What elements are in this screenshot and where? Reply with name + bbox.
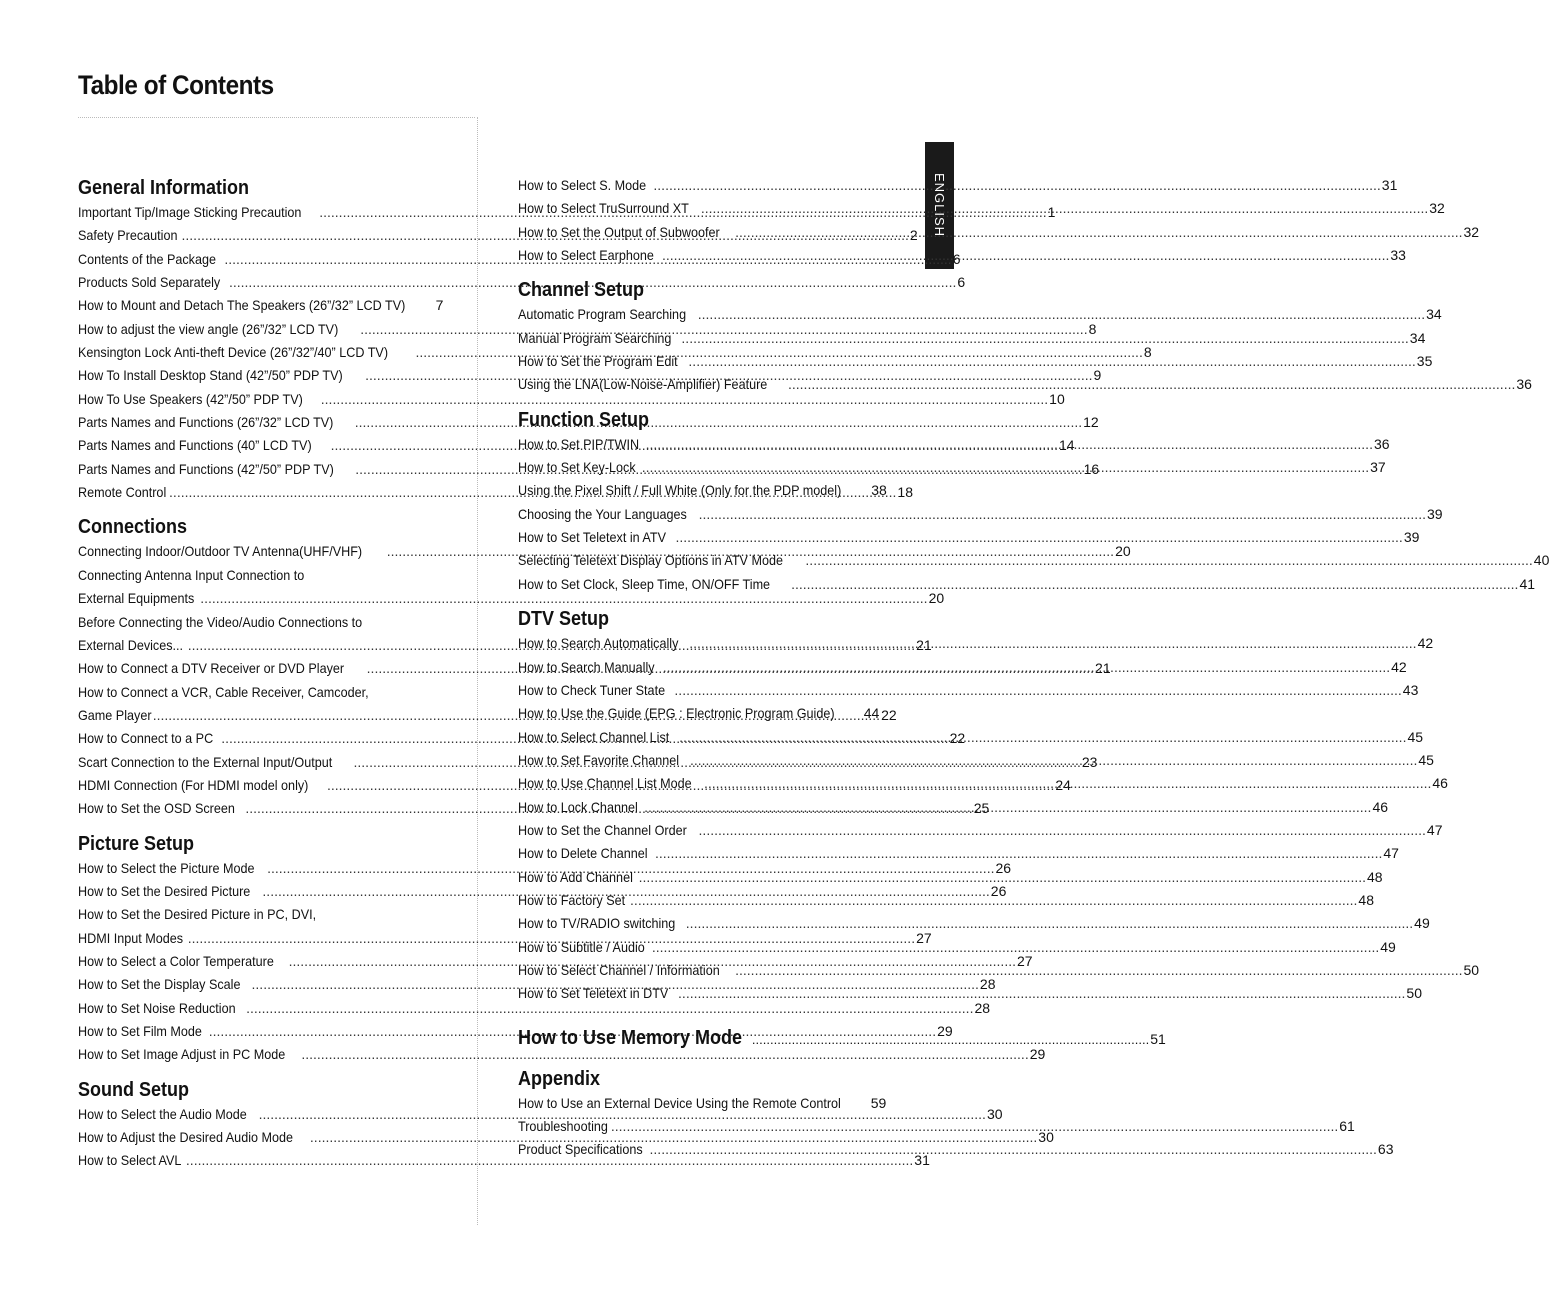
section-channel-setup: [518, 278, 1532, 396]
page-number: 18: [897, 484, 913, 501]
section-heading: Appendix: [518, 1067, 601, 1090]
toc-entry-title: How to Search Automatically: [518, 635, 679, 652]
page-number: 21: [1095, 660, 1111, 677]
toc-entry-title: Parts Names and Functions (42”/50” PDP TV): [78, 460, 334, 477]
page-number: 46: [1372, 798, 1389, 815]
toc-entry-title: Kensington Lock Anti-theft Device (26”/32”/40” LCD TV): [78, 344, 389, 361]
toc-entry-title: How to Use the Guide (EPG : Electronic Program Guide): [518, 705, 835, 722]
toc-entry-title: Before Connecting the Video/Audio Connections to: [78, 613, 363, 630]
leader-dots: [752, 1026, 1149, 1054]
page-number: 14: [1059, 437, 1075, 454]
toc-entry-title: How to Connect to a PC: [78, 730, 214, 747]
page-number: 48: [1358, 891, 1374, 908]
toc-entry-title: Important Tip/Image Sticking Precaution: [78, 204, 302, 220]
toc-entry: [518, 503, 1443, 526]
toc-entry-title: How to Subtitle / Audio: [518, 938, 645, 955]
leader-dots: [674, 679, 1401, 702]
page-number: 47: [1426, 821, 1443, 838]
page-number: 29: [1029, 1046, 1046, 1063]
leader-dots: [652, 936, 1379, 959]
page-number: 6: [952, 250, 961, 267]
toc-entry-title: Using the LNA(Low-Noise-Amplifier) Feature: [518, 376, 768, 393]
leader-dots: [655, 842, 1382, 865]
toc-entry-title: External Devices...: [78, 636, 184, 653]
leader-dots: [701, 197, 1428, 220]
page-number: 8: [1143, 344, 1152, 361]
toc-entry-title: Troubleshooting: [518, 1118, 608, 1134]
toc-entry: [78, 388, 1065, 411]
toc-entry: [78, 1043, 1046, 1066]
page-number: 61: [1339, 1118, 1355, 1134]
toc-entry: [518, 702, 880, 725]
page-number: 36: [1373, 435, 1390, 452]
page-number: 1: [1047, 204, 1056, 220]
toc-entry-title: Safety Precaution: [78, 227, 178, 244]
toc-entry-title: How to Delete Channel: [518, 845, 648, 862]
section-heading: Channel Setup: [518, 279, 645, 302]
toc-entry-title: How to Set the OSD Screen: [78, 800, 235, 817]
toc-entry: [518, 373, 1532, 396]
page-number: 36: [1516, 376, 1532, 393]
toc-entry-title: How to Set Film Mode: [78, 1023, 202, 1039]
page-number: 45: [1407, 728, 1424, 745]
leader-dots: [699, 819, 1426, 842]
toc-entry-title: External Equipments: [78, 590, 195, 607]
toc-entry-title: How to TV/RADIO switching: [518, 915, 676, 932]
toc-entry-title: How to Adjust the Desired Audio Mode: [78, 1129, 294, 1146]
page-number: 31: [914, 1152, 930, 1169]
leader-dots: [675, 526, 1402, 549]
page-number: 39: [1426, 505, 1443, 522]
toc-entry: [518, 912, 1430, 935]
page-number: 38: [871, 482, 887, 499]
toc-entry: [78, 997, 991, 1020]
toc-entry-title: Connecting Indoor/Outdoor TV Antenna(UHF/VHF): [78, 543, 363, 560]
leader-dots: [699, 503, 1426, 526]
toc-entry-title: Game Player: [78, 706, 152, 723]
toc-entry-title: How to Set the Output of Subwoofer: [518, 223, 720, 240]
page-number: 46: [1432, 775, 1448, 792]
page-number: 37: [1370, 459, 1386, 476]
toc-entry: [518, 197, 1445, 220]
language-tab-label: ENGLISH: [932, 173, 947, 238]
toc-entry: [518, 327, 1426, 350]
toc-entry-title: How to Set the Program Edit: [518, 353, 678, 370]
leader-dots: [639, 866, 1366, 889]
page-number: 59: [870, 1094, 887, 1111]
toc-entry-title: Choosing the Your Languages: [518, 505, 687, 522]
toc-entry: [518, 350, 1433, 373]
leader-dots: [650, 1138, 1377, 1161]
page-number: 8: [1088, 320, 1097, 337]
leader-dots: [805, 549, 1532, 572]
toc-entry: [518, 174, 1398, 197]
page-number: 51: [1150, 1030, 1166, 1047]
toc-entry-title: How to Lock Channel: [518, 798, 638, 815]
toc-entry-title: How to Select AVL: [78, 1152, 182, 1169]
section-heading: General Information: [78, 177, 250, 199]
page-number: 24: [1055, 776, 1071, 793]
leader-dots: [611, 1115, 1338, 1138]
toc-entry-title: How To Install Desktop Stand (42”/50” PDP TV): [78, 367, 343, 384]
toc-entry-title: Automatic Program Searching: [518, 306, 687, 323]
toc-entry-title: How To Use Speakers (42”/50” PDP TV): [78, 390, 303, 407]
toc-entry-title: How to Set Image Adjust in PC Mode: [78, 1046, 286, 1063]
leader-dots: [686, 912, 1413, 935]
toc-entries: [518, 303, 1532, 396]
page-number: 45: [1418, 751, 1434, 768]
page-number: 6: [957, 274, 966, 291]
toc-entry: [518, 842, 1399, 865]
page-number: 50: [1406, 985, 1422, 1002]
toc-entry-title: HDMI Input Modes: [78, 929, 184, 946]
toc-entry-title: How to Mount and Detach The Speakers (26”/32” LCD TV): [78, 297, 406, 314]
page-number: 12: [1083, 414, 1099, 431]
toc-entry: [518, 244, 1406, 267]
leader-dots: [704, 772, 1431, 795]
toc-entry-title: HDMI Connection (For HDMI model only): [78, 776, 309, 793]
toc-entry: [518, 819, 1443, 842]
toc-entry-title: How to Select TruSurround XT: [518, 200, 689, 217]
leader-dots: [663, 656, 1390, 679]
toc-entry: [78, 294, 444, 317]
leader-dots: [644, 796, 1371, 819]
page-number: 43: [1402, 681, 1419, 698]
leader-dots: [681, 327, 1408, 350]
leader-dots: [689, 632, 1416, 655]
leader-dots: [698, 303, 1425, 326]
page-number: 27: [916, 929, 932, 946]
toc-entry-title: How to Select a Color Temperature: [78, 952, 274, 969]
toc-entry-title: Parts Names and Functions (40” LCD TV): [78, 437, 312, 454]
toc-entry: [518, 479, 887, 502]
page-number: 30: [986, 1105, 1003, 1122]
page-number: 29: [937, 1023, 953, 1039]
page-number: 33: [1390, 247, 1406, 264]
page-number: 48: [1367, 868, 1383, 885]
page-title: Table of Contents: [78, 70, 274, 100]
toc-entry-title: Products Sold Separately: [78, 274, 221, 291]
toc-entry-title: How to Select Channel List: [518, 728, 670, 745]
toc-entry: [518, 1092, 887, 1115]
page-number: 30: [1038, 1129, 1054, 1146]
leader-dots: [690, 749, 1417, 772]
section-heading: DTV Setup: [518, 608, 610, 631]
page-number: 27: [1017, 952, 1033, 969]
page-number: 31: [1381, 177, 1398, 193]
page-number: 22: [949, 730, 966, 747]
page-number: 35: [1416, 353, 1433, 370]
toc-entry-title: How to Use an External Device Using the Remote Control: [518, 1094, 841, 1111]
leader-dots: [688, 350, 1415, 373]
toc-entry: [518, 526, 1420, 549]
page-number: 23: [1081, 753, 1098, 770]
page-number: 50: [1463, 961, 1480, 978]
page-number: 32: [1429, 200, 1445, 217]
page-number: 16: [1083, 460, 1100, 477]
toc-entry-title: How to Set Key-Lock: [518, 459, 636, 476]
page-number: 32: [1463, 223, 1480, 240]
toc-entry-title: How to Set Clock, Sleep Time, ON/OFF Time: [518, 575, 771, 592]
page-number: 28: [974, 999, 991, 1016]
toc-entry-title: Contents of the Package: [78, 250, 216, 267]
page-number: 47: [1383, 845, 1399, 862]
page-number: 44: [863, 705, 880, 722]
page-number: 39: [1403, 529, 1420, 546]
page-number: 26: [995, 859, 1012, 876]
page-number: 34: [1409, 329, 1426, 346]
leader-dots: [630, 889, 1357, 912]
section-heading: Picture Setup: [78, 832, 195, 855]
leader-dots: [679, 726, 1406, 749]
toc-entry-title: How to Set the Channel Order: [518, 821, 687, 838]
leader-dots: [791, 573, 1518, 596]
leader-dots: [642, 456, 1369, 479]
leader-dots: [678, 982, 1405, 1005]
page-number: 63: [1377, 1141, 1394, 1158]
toc-entry-title: Manual Program Searching: [518, 329, 672, 346]
page-number: 20: [1115, 543, 1131, 560]
page-number: 49: [1414, 915, 1430, 932]
toc-entry-title: How to Set PIP/TWIN: [518, 435, 640, 452]
toc-entry-title: How to Add Channel: [518, 868, 633, 885]
leader-dots: [646, 433, 1373, 456]
page-number: 34: [1426, 306, 1442, 323]
toc-entry: [78, 587, 945, 610]
page-number: 41: [1519, 575, 1536, 592]
leader-dots: [653, 174, 1380, 197]
page-number: 7: [435, 297, 444, 314]
page-number: 42: [1391, 658, 1407, 675]
page-number: 25: [973, 800, 990, 817]
toc-entry-title: How to Use Channel List Mode: [518, 775, 692, 792]
toc-entry-title: How to Connect a DTV Receiver or DVD Player: [78, 660, 345, 677]
toc-entry-title: How to Factory Set: [518, 891, 626, 908]
page-number: 10: [1049, 390, 1065, 407]
toc-entry-title: How to Set the Desired Picture: [78, 882, 251, 899]
toc-entry: [78, 681, 434, 704]
toc-entry-title: How to Set Teletext in DTV: [518, 985, 669, 1002]
section-heading: Function Setup: [518, 408, 649, 431]
section-heading: How to Use Memory Mode: [518, 1026, 743, 1049]
section-heading: Sound Setup: [78, 1078, 189, 1101]
leader-dots: [735, 959, 1462, 982]
page-number: 28: [979, 976, 996, 993]
page-number: 49: [1380, 938, 1396, 955]
page-number: 21: [916, 636, 932, 653]
toc-entry-title: How to Set Noise Reduction: [78, 999, 236, 1016]
toc-entry: [78, 611, 434, 634]
title-divider: [78, 117, 475, 118]
page-number: 22: [881, 706, 897, 723]
toc-entry: [78, 903, 434, 926]
toc-entry-title: How to Check Tuner State: [518, 681, 666, 698]
page-number: 42: [1417, 635, 1434, 652]
toc-entry-title: Using the Pixel Shift / Full White (Only for the PDP model): [518, 482, 842, 499]
section-heading: Connections: [78, 516, 188, 539]
leader-dots: [788, 373, 1515, 396]
toc-entry-title: How to Select S. Mode: [518, 177, 647, 193]
toc-entry: [518, 303, 1442, 326]
toc-entry-title: How to Search Manually: [518, 658, 655, 675]
toc-entry-title: How to Set Teletext in ATV: [518, 529, 667, 546]
toc-entry-title: How to Select the Audio Mode: [78, 1105, 247, 1122]
leader-dots: [735, 221, 1462, 244]
toc-entry-title: Connecting Antenna Input Connection to: [78, 566, 305, 583]
toc-entry: [518, 573, 1536, 596]
page-number: 9: [1093, 367, 1102, 384]
toc-entry-title: How to Set Favorite Channel: [518, 751, 680, 768]
toc-entry: [78, 564, 434, 587]
toc-entry: [518, 679, 1419, 702]
toc-entry-title: Product Specifications: [518, 1141, 643, 1158]
page-number: 40: [1533, 552, 1549, 569]
page-number: 20: [928, 590, 945, 607]
toc-entry-title: How to adjust the view angle (26”/32” LCD TV): [78, 320, 339, 337]
toc-entry: [518, 221, 1480, 244]
page-number: 2: [909, 227, 918, 244]
toc-entry-title: How to Set the Display Scale: [78, 976, 241, 993]
toc-entry-title: How to Select Channel / Information: [518, 961, 720, 978]
toc-entry-title: Parts Names and Functions (26”/32” LCD TV): [78, 414, 334, 431]
leader-dots: [662, 244, 1389, 267]
toc-entry-title: How to Select Earphone: [518, 247, 654, 264]
toc-entry-title: How to Select the Picture Mode: [78, 859, 255, 876]
toc-entry-title: Scart Connection to the External Input/Output: [78, 753, 333, 770]
toc-entry-title: How to Connect a VCR, Cable Receiver, Camcoder,: [78, 683, 369, 700]
toc-entry-title: How to Set the Desired Picture in PC, DVI,: [78, 906, 317, 923]
page-number: 26: [990, 882, 1007, 899]
toc-entry-title: Selecting Teletext Display Options in ATV Mode: [518, 552, 783, 569]
toc-entry-title: Remote Control: [78, 484, 167, 501]
